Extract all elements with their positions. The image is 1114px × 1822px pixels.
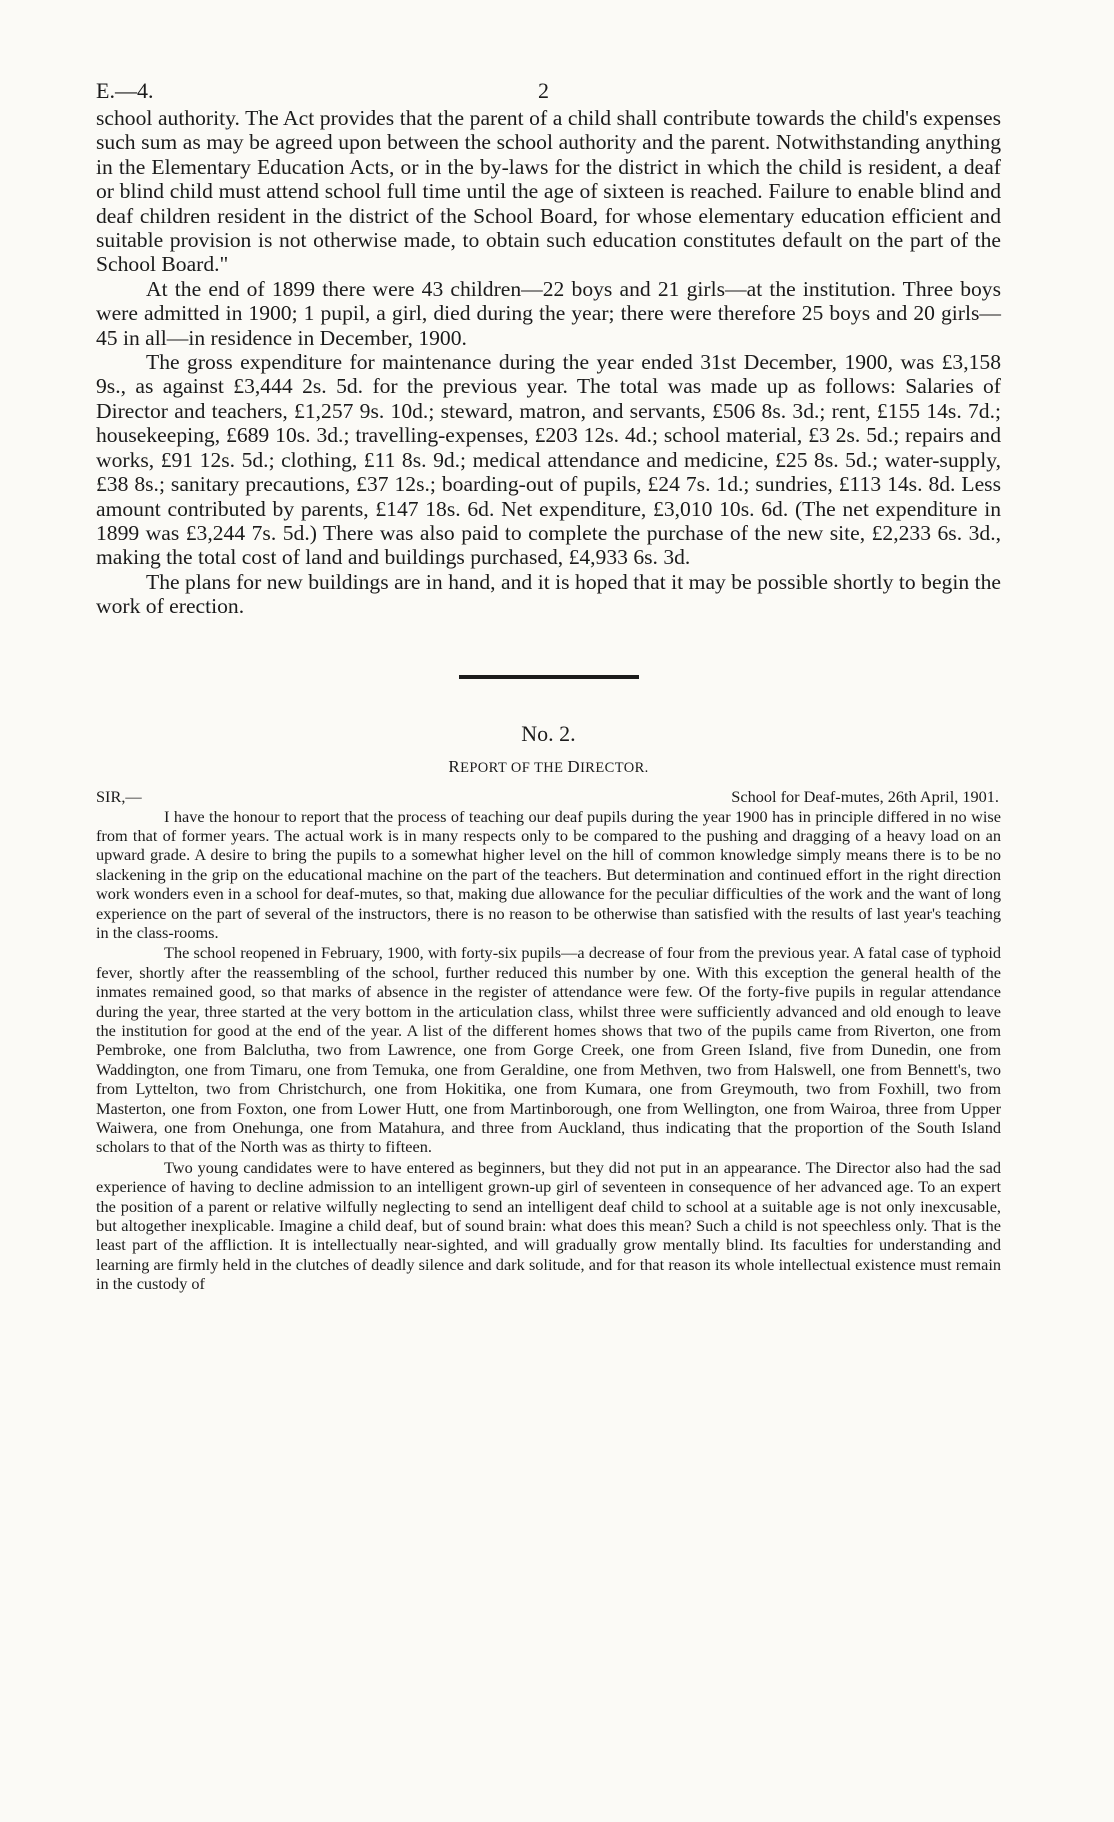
report-title-initial: R (448, 756, 461, 776)
page-number: 2 (538, 78, 549, 103)
document-page (96, 74, 1001, 1294)
intro-paragraph: The plans for new buildings are in hand, and it is hoped that it may be possible shortly to begin the work of erection. (96, 569, 1001, 619)
running-header (96, 74, 1001, 106)
report-title-initial: D (567, 756, 581, 776)
intro-paragraph: school authority. The Act provides that the parent of a child shall contribute towards the child's expenses such sum as may be agreed upon between the school authority and the parent. Notwithstanding anything in the Elementary Education Acts, or in the by-laws for the district in which the child is resident, a deaf or blind child must attend school full time until the age of sixteen is reached. Failure to enable blind and deaf children resident in the district of the School Board, for whose elementary education efficient and suitable provision is not otherwise made, to obtain such education constitutes default on the part of the School Board." (96, 106, 1001, 277)
report-paragraph: I have the honour to report that the process of teaching our deaf pupils during the year 1900 has in principle differed in no wise from that of former years. The actual work is in many respects only to be compared to the pushing and dragging of a heavy load on an upward grade. A desire to bring the pupils to a somewhat higher level on the hill of common knowledge simply means there is to be no slackening in the grip on the educational machine on the part of the teachers. But determination and continued effort in the right direction work wonders even in a school for deaf-mutes, so that, making due allowance for the peculiar difficulties of the work and the want of long experience on the part of several of the instructors, there is no reason to be otherwise than satisfied with the results of last year's teaching in the class-rooms. (96, 806, 1001, 942)
section-divider (459, 675, 639, 679)
report-body (96, 807, 1001, 1294)
intro-paragraph: The gross expenditure for maintenance during the year ended 31st December, 1900, was £3,158 9s., as against £3,444 2s. 5d. for the previous year. The total was made up as follows: Salaries of Director and teachers, £1,257 9s. 10d.; steward, matron, and servants, £506 8s. 3d.; rent, £155 14s. 7d.; housekeeping, £689 10s. 3d.; travelling-expenses, £203 12s. 4d.; school material, £3 2s. 5d.; repairs and works, £91 12s. 5d.; clothing, £11 8s. 9d.; medical attendance and medicine, £25 8s. 5d.; water-supply, £38 8s.; sanitary precautions, £37 12s.; boarding-out of pupils, £24 7s. 1d.; sundries, £113 14s. 8d. Less amount contributed by parents, £147 18s. 6d. Net expenditure, £3,010 10s. 6d. (The net expenditure in 1899 was £3,244 7s. 5d.) There was also paid to complete the purchase of the new site, £2,233 6s. 3d., making the total cost of land and buildings purchased, £4,933 6s. 3d. (96, 350, 1001, 570)
intro-paragraph: At the end of 1899 there were 43 children—22 boys and 21 girls—at the institution. Three boys were admitted in 1900; 1 pupil, a girl, died during the year; there were therefore 25 boys and 20 girls—45 in all—in residence in December, 1900. (96, 276, 1001, 350)
document-reference: E.—4. (96, 78, 154, 103)
report-paragraph: The school reopened in February, 1900, with forty-six pupils—a decrease of four from the previous year. A fatal case of typhoid fever, shortly after the reassembling of the school, further reduced this number by one. With this exception the general health of the inmates remained good, so that marks of absence in the register of attendance were few. Of the forty-five pupils in regular attendance during the year, three started at the very bottom in the articulation class, whilst three were sufficiently advanced and old enough to leave the institution for good at the end of the year. A list of the different homes shows that two of the pupils came from Riverton, one from Pembroke, one from Balclutha, two from Lawrence, one from Gorge Creek, one from Green Island, five from Dunedin, one from Waddington, one from Timaru, one from Temuka, one from Geraldine, one from Methven, two from Halswell, one from Bennett's, two from Lyttelton, two from Christchurch, one from Hokitika, one from Kumara, one from Greymouth, two from Foxhill, two from Masterton, one from Foxton, one from Lower Hutt, one from Martinborough, one from Wellington, one from Wairoa, three from Upper Waiwera, one from Onehunga, one from Matahura, and three from Auckland, thus indicating that the proportion of the South Island scholars to that of the North was as thirty to fifteen. (96, 943, 1001, 1157)
report-title-part: EPORT OF THE (460, 759, 568, 776)
report-paragraph: Two young candidates were to have entered as beginners, but they did not put in an appearance. The Director also had the sad experience of having to decline admission to an intelligent grown-up girl of seventeen in consequence of her advanced age. To an expert the position of a parent or relative wilfully neglecting to send an intelligent deaf child to school at a suitable age is not only inexcusable, but altogether inexplicable. Imagine a child deaf, but of sound brain: what does this mean? Such a child is not speechless only. That is the least part of the affliction. It is intellectually near-sighted, and will gradually grow mentally blind. Its faculties for understanding and learning are firmly held in the clutches of deadly silence and dark solitude, and for that reason its whole intellectual existence must remain in the custody of (96, 1157, 1001, 1294)
salutation-line (96, 787, 1001, 807)
salutation: SIR,— (96, 786, 142, 806)
report-number: No. 2. (521, 720, 576, 746)
intro-section (96, 106, 1001, 619)
report-title (96, 757, 1001, 777)
dateline: School for Deaf-mutes, 26th April, 1901. (731, 786, 999, 806)
report-title-part: IRECTOR. (580, 759, 649, 776)
